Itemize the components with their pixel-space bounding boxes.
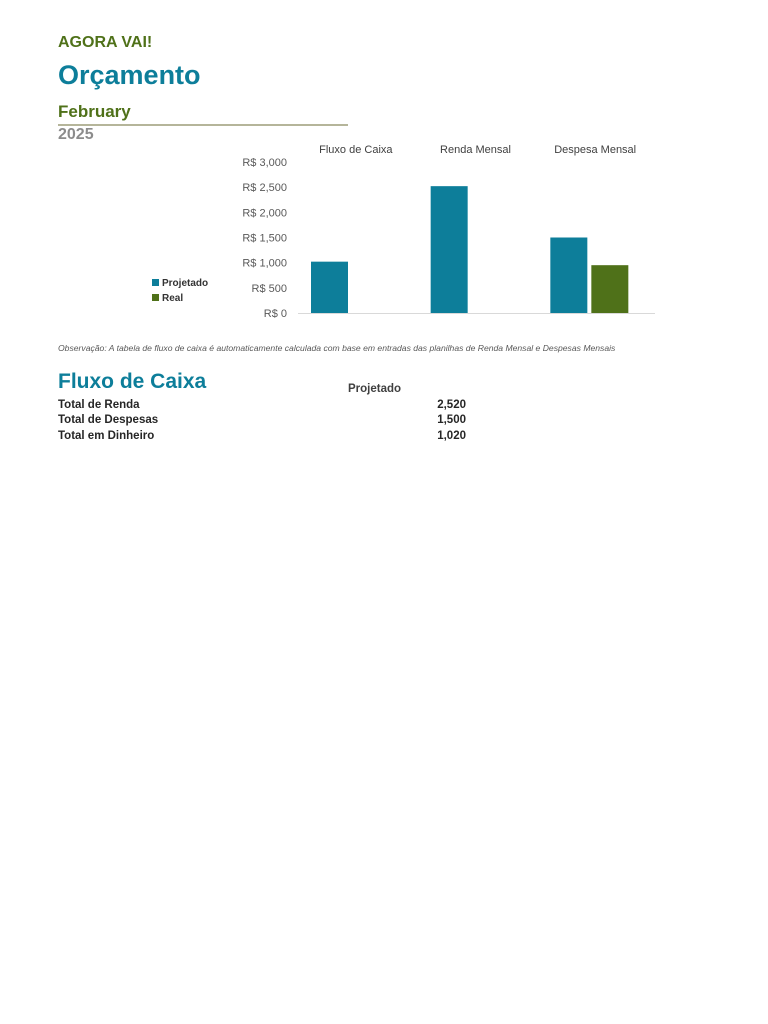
row-value-total-dinheiro[interactable]: 1,020 [437, 430, 466, 442]
row-label-total-despesas: Total de Despesas [58, 414, 159, 426]
cash-flow-title: Fluxo de Caixa [58, 370, 207, 393]
column-header-projetado: Projetado [348, 383, 402, 395]
row-label-total-renda: Total de Renda [58, 399, 140, 411]
budget-chart [0, 0, 768, 330]
row-value-total-despesas[interactable]: 1,500 [437, 414, 466, 426]
y-tick-label: R$ 2,500 [242, 182, 287, 195]
row-value-total-renda[interactable]: 2,520 [437, 399, 466, 411]
legend-swatch-projetado [152, 279, 159, 286]
category-label: Despesa Mensal [554, 144, 637, 156]
bar-projetado-despesa-mensal [550, 238, 587, 314]
legend-label-real: Real [162, 293, 184, 304]
bar-projetado-renda-mensal [431, 186, 468, 313]
category-label: Renda Mensal [440, 144, 511, 156]
category-label: Fluxo de Caixa [319, 144, 393, 156]
page-title: Orçamento [58, 60, 201, 90]
row-label-total-dinheiro: Total em Dinheiro [58, 430, 155, 442]
brand-name: AGORA VAI! [58, 34, 153, 51]
legend-label-projetado: Projetado [162, 278, 209, 289]
month-label[interactable]: February [58, 102, 131, 121]
bar-projetado-fluxo-de-caixa [311, 262, 348, 313]
y-tick-label: R$ 1,500 [242, 232, 287, 245]
bar-real-despesa-mensal [591, 265, 628, 313]
legend-swatch-real [152, 294, 159, 301]
year-label[interactable]: 2025 [58, 126, 94, 143]
note-text: Observação: A tabela de fluxo de caixa é automaticamente calculada com base em entradas das planilhas de Renda Mensal e Despesas Mensais [58, 343, 616, 353]
y-tick-label: R$ 0 [263, 308, 287, 320]
y-tick-label: R$ 1,000 [242, 257, 287, 270]
y-tick-label: R$ 3,000 [242, 157, 287, 169]
y-tick-label: R$ 500 [251, 282, 287, 295]
y-tick-label: R$ 2,000 [242, 207, 287, 220]
